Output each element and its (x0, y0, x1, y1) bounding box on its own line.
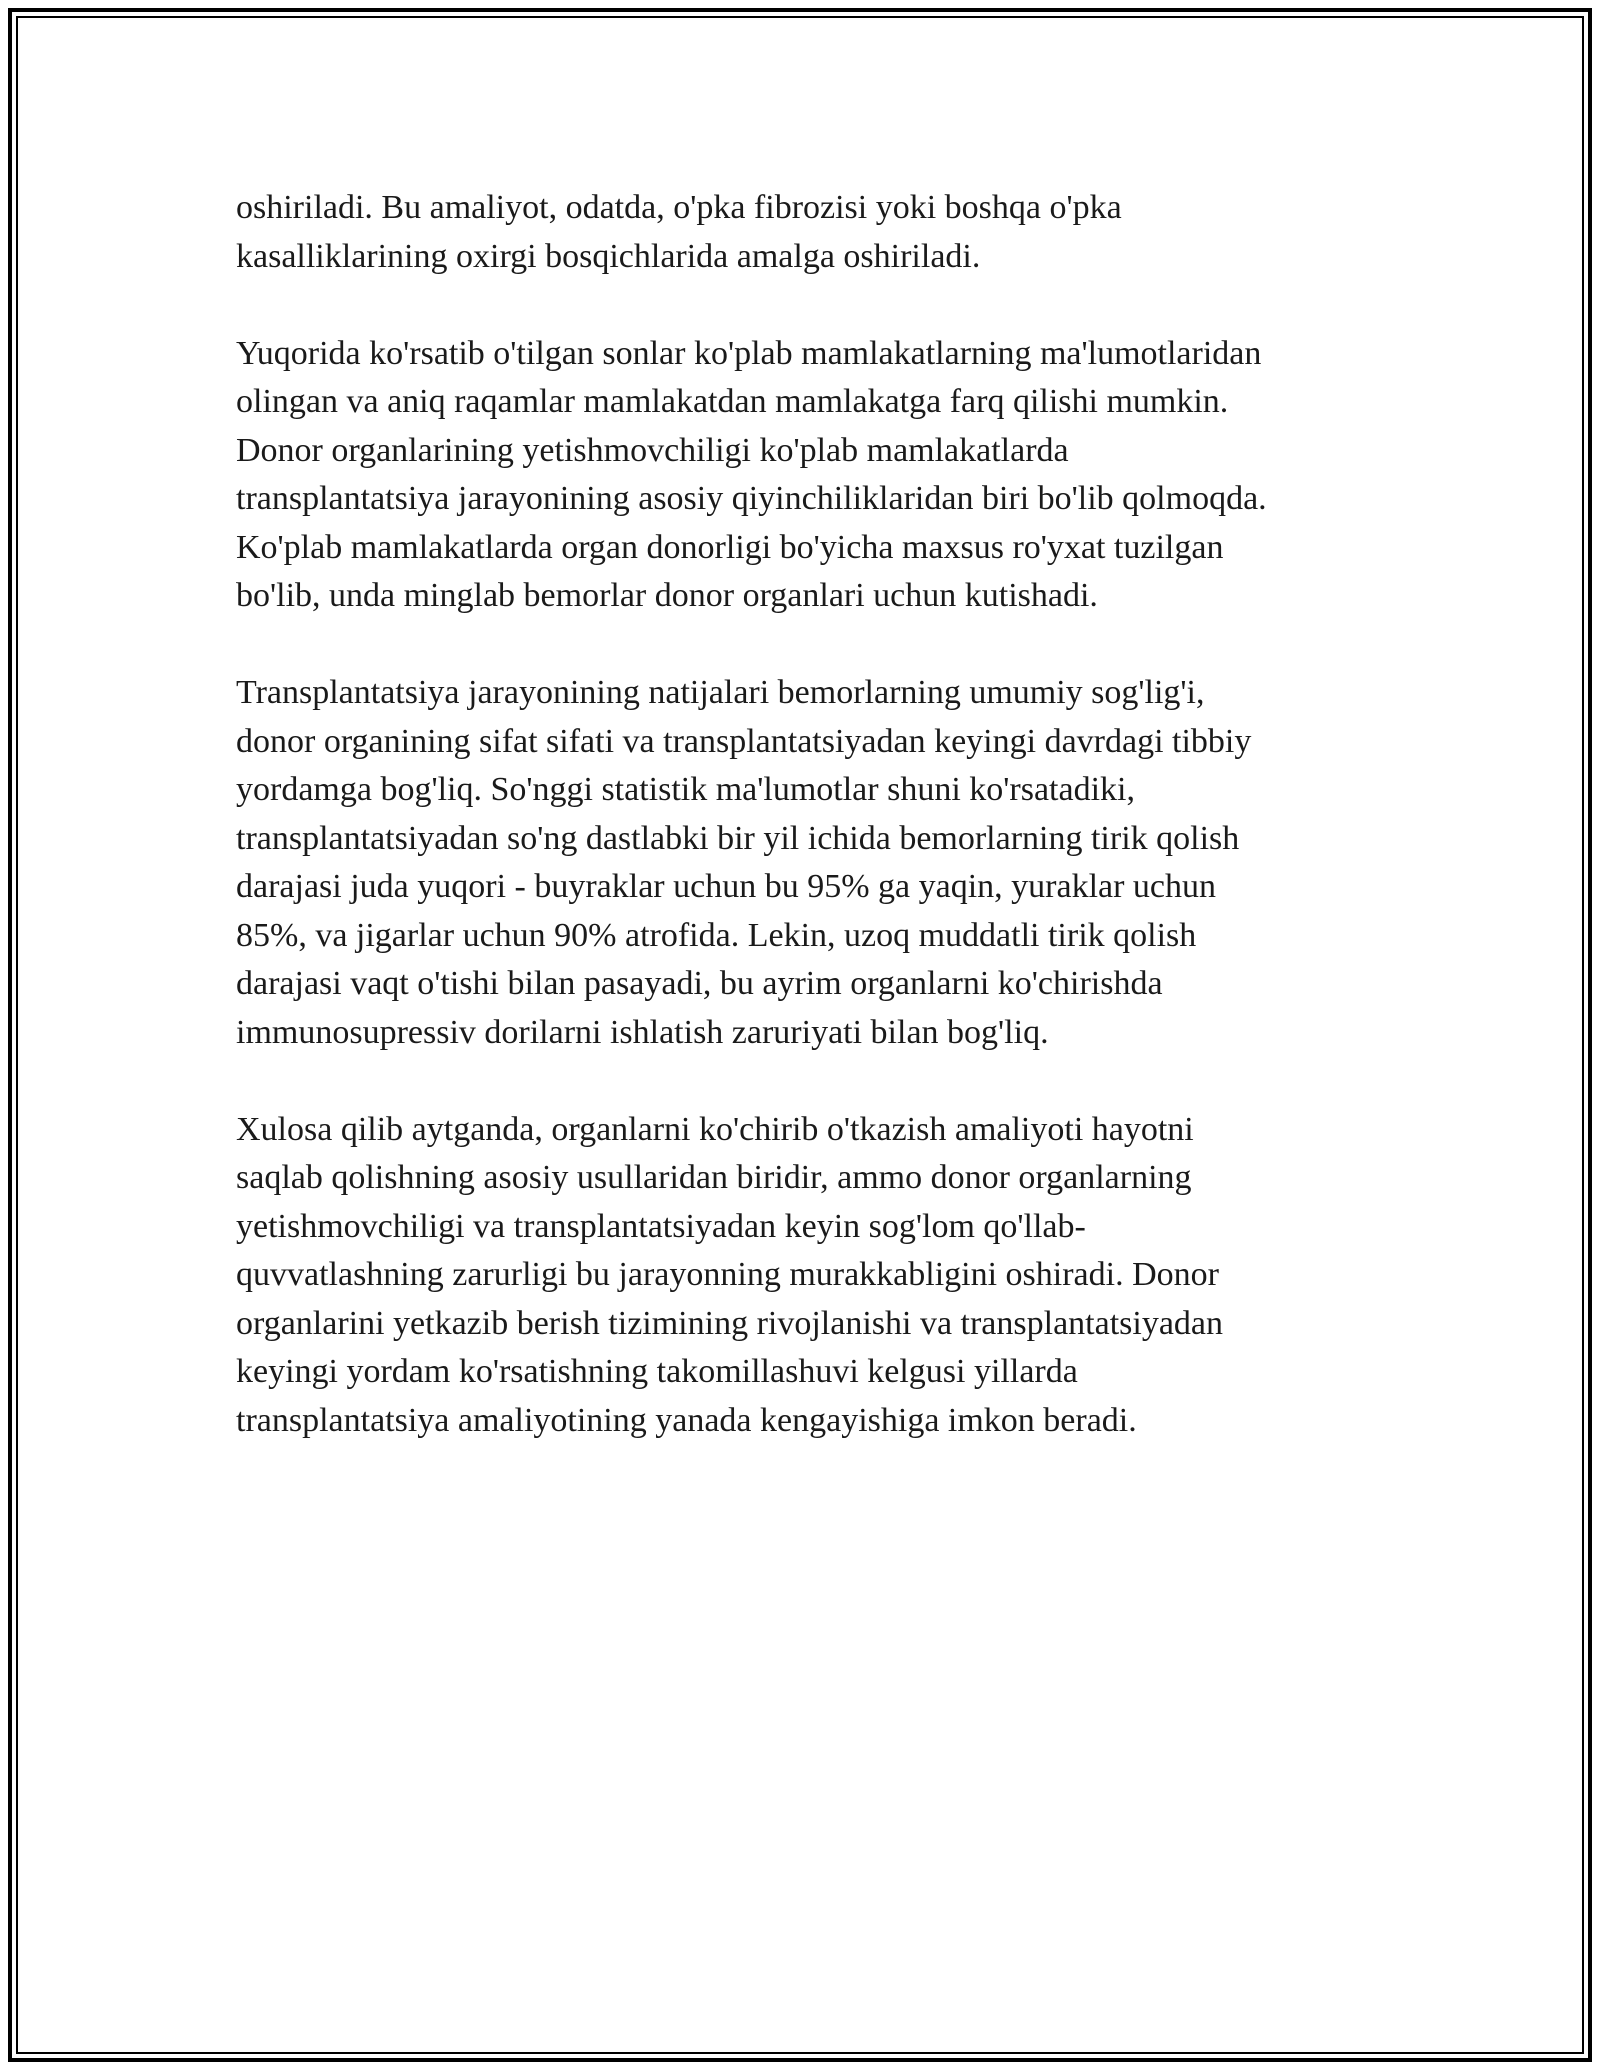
text-line: donor organining sifat sifati va transplantatsiyadan keyingi davrdagi tibbiy (236, 722, 1252, 760)
text-line: immunosupressiv dorilarni ishlatish zaruriyati bilan bog'liq. (236, 1013, 1049, 1051)
text-line: oshiriladi. Bu amaliyot, odatda, o'pka fibrozisi yoki boshqa o'pka (236, 189, 1122, 226)
text-line: keyingi yordam ko'rsatishning takomillashuvi kelgusi yillarda (236, 1353, 1078, 1390)
text-line: Donor organlarining yetishmovchiligi ko'plab mamlakatlarda (236, 431, 1069, 469)
text-line: Ko'plab mamlakatlarda organ donorligi bo'yicha maxsus ro'yxat tuzilgan (236, 528, 1224, 566)
text-line: 85%, va jigarlar uchun 90% atrofida. Lekin, uzoq muddatli tirik qolish (236, 916, 1197, 954)
text-line: saqlab qolishning asosiy usullaridan biridir, ammo donor organlarning (236, 1159, 1192, 1196)
text-line: kasalliklarining oxirgi bosqichlarida amalga oshiriladi. (236, 237, 981, 275)
text-line: Transplantatsiya jarayonining natijalari bemorlarning umumiy sog'lig'i, (236, 674, 1205, 711)
text-line: yetishmovchiligi va transplantatsiyadan keyin sog'lom qo'llab- (236, 1207, 1086, 1245)
text-line: darajasi vaqt o'tishi bilan pasayadi, bu ayrim organlarni ko'chirishda (236, 965, 1163, 1002)
text-line: Yuqorida ko'rsatib o'tilgan sonlar ko'plab mamlakatlarning ma'lumotlaridan (236, 334, 1262, 372)
paragraph (236, 1106, 1376, 1446)
paragraph (236, 330, 1376, 621)
text-line: Xulosa qilib aytganda, organlarni ko'chirib o'tkazish amaliyoti hayotni (236, 1110, 1194, 1148)
text-line: darajasi juda yuqori - buyraklar uchun bu 95% ga yaqin, yuraklar uchun (236, 868, 1217, 905)
paragraph (236, 184, 1376, 281)
text-line: transplantatsiyadan so'ng dastlabki bir yil ichida bemorlarning tirik qolish (236, 819, 1240, 857)
paragraph (236, 669, 1376, 1057)
text-line: transplantatsiya jarayonining asosiy qiyinchiliklaridan biri bo'lib qolmoqda. (236, 480, 1267, 517)
text-line: transplantatsiya amaliyotining yanada kengayishiga imkon beradi. (236, 1401, 1137, 1439)
text-line: organlarini yetkazib berish tizimining rivojlanishi va transplantatsiyadan (236, 1304, 1224, 1342)
text-line: quvvatlashning zarurligi bu jarayonning murakkabligini oshiradi. Donor (236, 1256, 1219, 1293)
text-line: olingan va aniq raqamlar mamlakatdan mamlakatga farq qilishi mumkin. (236, 383, 1229, 420)
text-line: bo'lib, unda minglab bemorlar donor organlari uchun kutishadi. (236, 577, 1098, 614)
text-line: yordamga bog'liq. So'nggi statistik ma'lumotlar shuni ko'rsatadiki, (236, 771, 1135, 808)
document-body (236, 184, 1376, 1494)
